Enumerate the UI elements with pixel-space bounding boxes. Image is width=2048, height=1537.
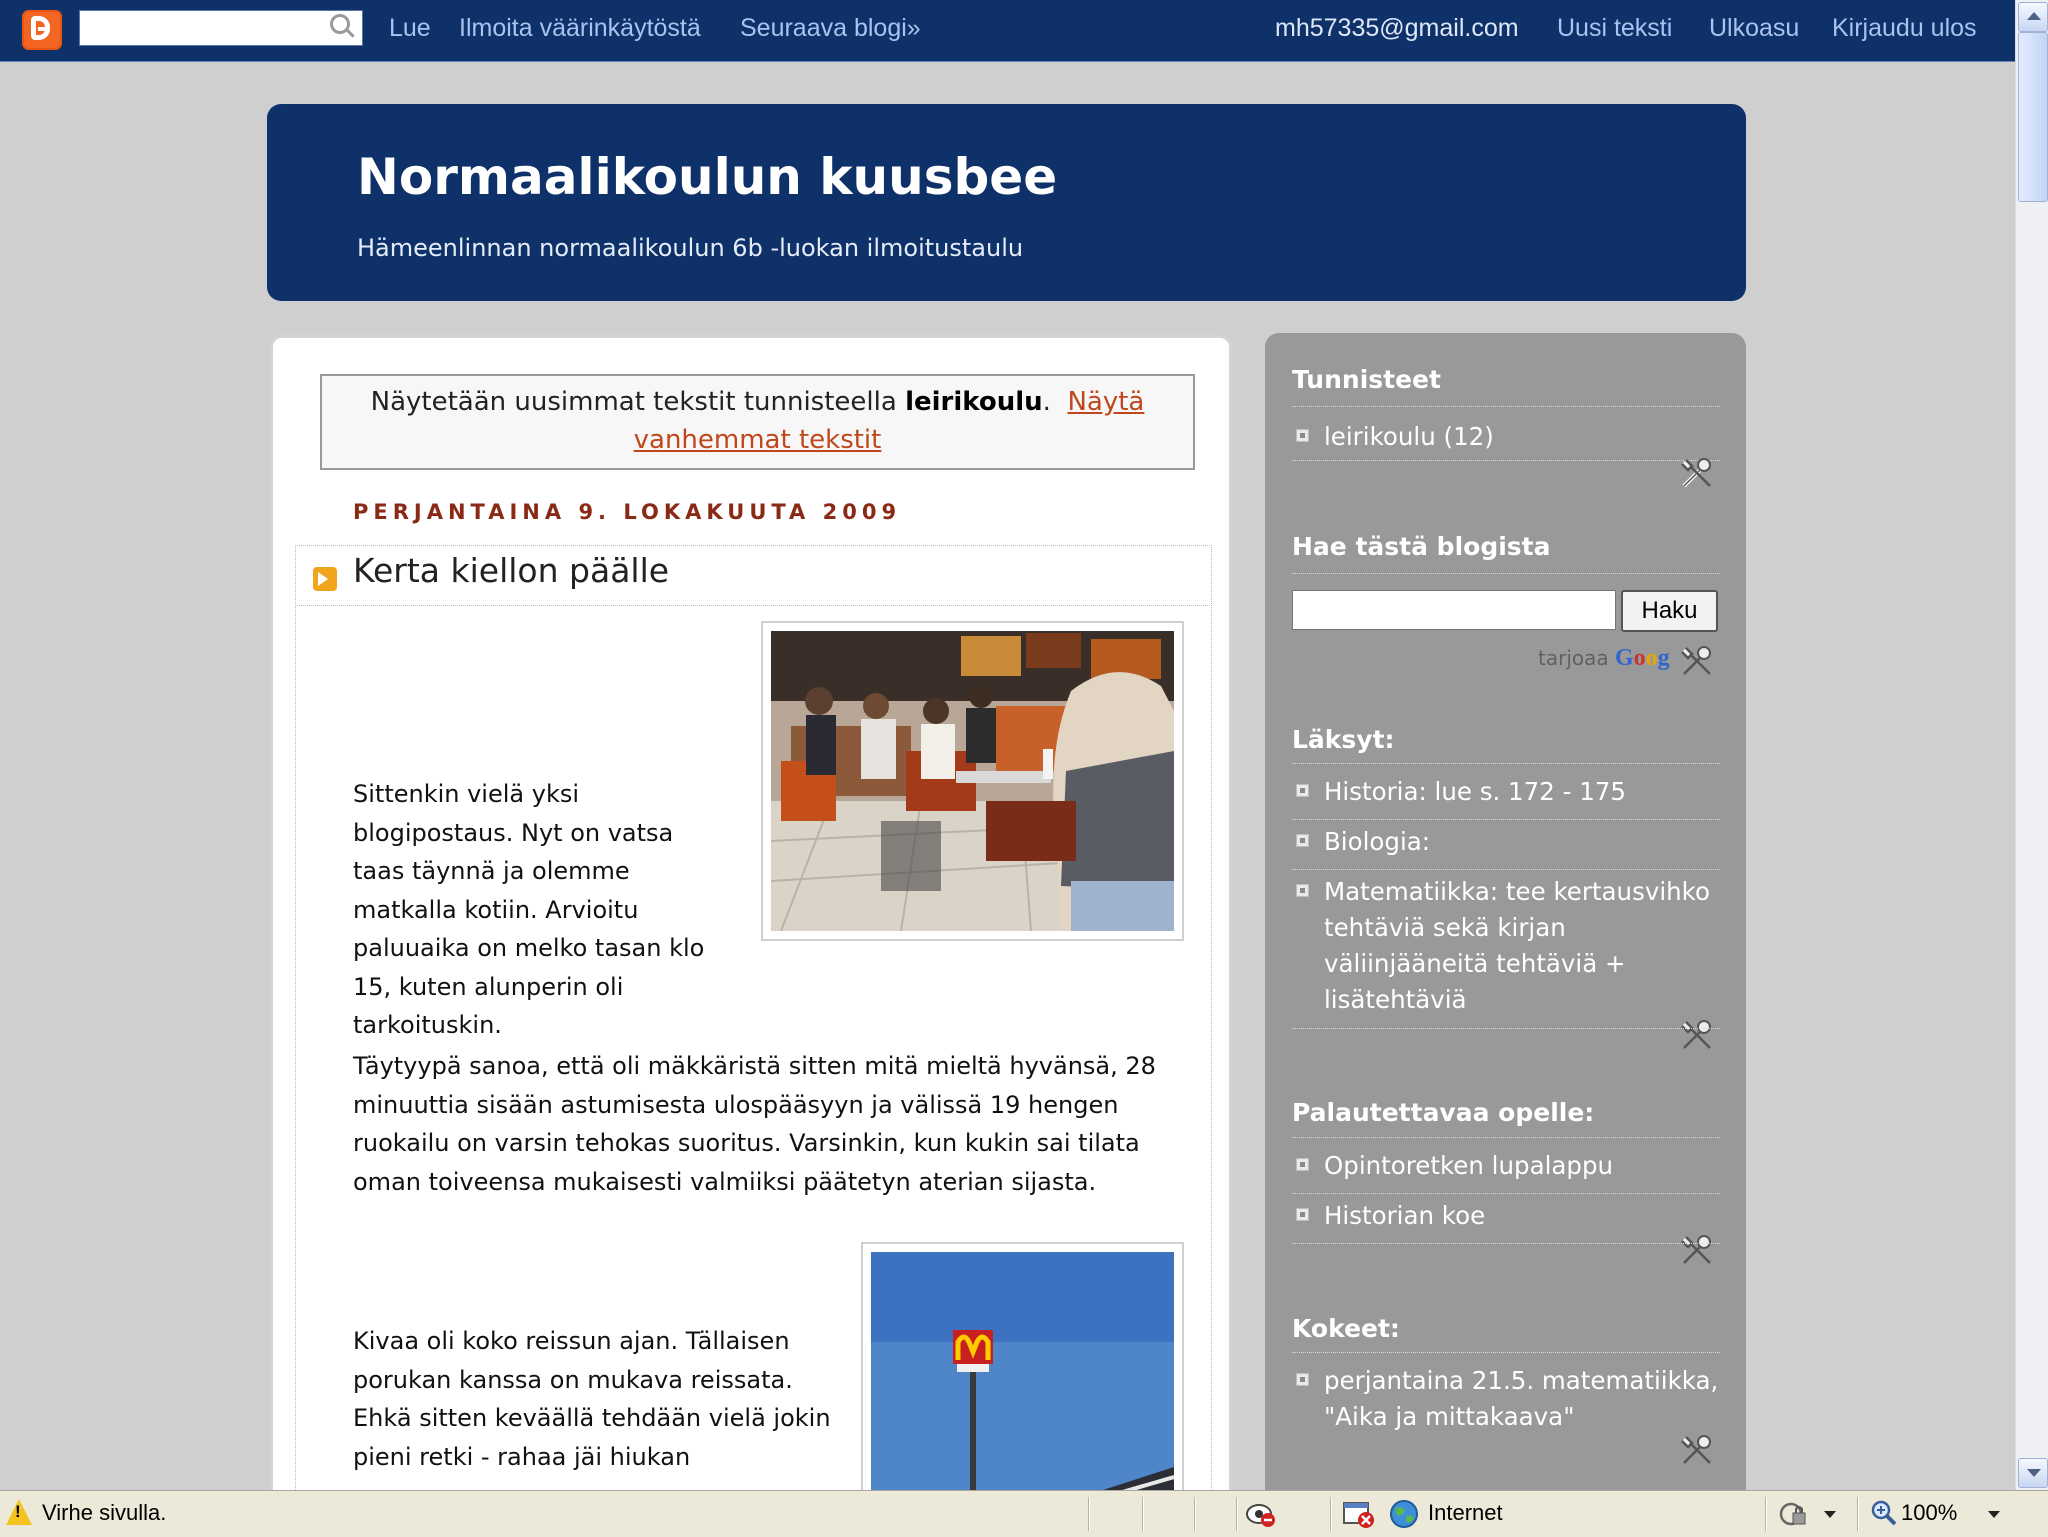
chevron-down-icon[interactable] (1824, 1511, 1836, 1518)
blogger-logo-icon[interactable] (22, 10, 62, 50)
search-icon[interactable] (330, 14, 350, 34)
edit-widget-tools-icon[interactable] (1680, 1018, 1714, 1052)
nav-link-read[interactable]: Lue (389, 14, 431, 42)
widget-divider (1292, 1028, 1720, 1029)
older-posts-link-part1[interactable]: Näytä (1067, 387, 1145, 417)
powered-by-text: tarjoaa (1538, 646, 1609, 670)
navbar-search-input[interactable] (79, 10, 363, 46)
blog-header (267, 104, 1746, 301)
edit-widget-tools-icon[interactable] (1680, 1433, 1714, 1467)
status-suffix: . (1042, 387, 1051, 417)
homework-item-text: Biologia: (1324, 827, 1431, 856)
homework-item-math (1292, 874, 1722, 1018)
widget-divider (1292, 1352, 1720, 1353)
browser-status-bar (0, 1490, 2048, 1537)
post-paragraph-1: Sittenkin vielä yksi blogipostaus. Nyt on vatsa taas täynnä ja olemme matkalla kotiin. Arvioitu paluuaika on melko tasan klo 15, kuten alunperin oli tarkoituskin. (353, 780, 705, 1039)
nav-link-new-post[interactable]: Uusi teksti (1557, 14, 1673, 42)
status-message[interactable]: Virhe sivulla. (42, 1500, 167, 1525)
post-arrow-icon (313, 567, 337, 591)
homework-item-history (1292, 774, 1722, 810)
returns-item-text: Opintoretken lupalappu (1324, 1151, 1614, 1180)
post-title[interactable]: Kerta kiellon päälle (353, 551, 670, 590)
nav-link-sign-out[interactable]: Kirjaudu ulos (1832, 14, 1977, 42)
widget-divider (1292, 573, 1720, 574)
scroll-down-button[interactable] (2018, 1458, 2048, 1488)
bullet-icon (1296, 784, 1309, 797)
security-zone-label: Internet (1428, 1500, 1503, 1525)
edit-widget-tools-icon[interactable] (1680, 456, 1714, 490)
main-column (270, 335, 1232, 1510)
status-divider (1142, 1497, 1143, 1531)
status-divider (1330, 1497, 1331, 1531)
bullet-icon (1296, 1208, 1309, 1221)
widget-divider (1292, 819, 1720, 820)
widget-divider (1292, 1193, 1720, 1194)
returns-item-history-exam (1292, 1198, 1722, 1234)
arrow-up-icon (2027, 12, 2041, 20)
widget-divider (1292, 1243, 1720, 1244)
homework-item-biology (1292, 824, 1722, 860)
widget-title-homework: Läksyt: (1292, 725, 1395, 754)
homework-item-text: Historia: lue s. 172 - 175 (1324, 777, 1627, 806)
status-divider (1857, 1497, 1858, 1531)
edit-widget-tools-icon[interactable] (1680, 644, 1714, 678)
bullet-icon (1296, 429, 1309, 442)
returns-item-text: Historian koe (1324, 1201, 1486, 1230)
restaurant-photo-image (771, 631, 1174, 931)
post-photo-mcdonalds-sign[interactable] (861, 1242, 1184, 1522)
status-divider (1236, 1497, 1237, 1531)
warning-mark: ! (15, 1502, 21, 1521)
blog-search-button[interactable]: Haku (1621, 590, 1718, 632)
user-email: mh57335@gmail.com (1275, 14, 1519, 42)
label-item-text[interactable]: leirikoulu (12) (1324, 422, 1494, 451)
widget-divider (1292, 406, 1720, 407)
chevron-down-icon[interactable] (1988, 1511, 2000, 1518)
nav-link-next-blog[interactable]: Seuraava blogi» (740, 14, 921, 42)
blog-search-input[interactable] (1292, 590, 1616, 630)
label-status-message (320, 374, 1195, 470)
status-divider (1194, 1497, 1195, 1531)
powered-by-google (1538, 645, 1670, 672)
widget-divider (1292, 763, 1720, 764)
mcdonalds-sign-image (871, 1252, 1174, 1522)
scrollbar-thumb[interactable] (2018, 32, 2048, 202)
widget-divider (1292, 460, 1720, 461)
status-divider (1765, 1497, 1766, 1531)
post-paragraph-3: Kivaa oli koko reissun ajan. Tällaisen porukan kanssa on mukava reissata. Ehkä sitten keväällä tehdään vielä jokin pieni retki - rahaa jäi hiukan (353, 1327, 831, 1471)
older-posts-link-part2[interactable]: vanhemmat tekstit (633, 425, 882, 455)
status-label: leirikoulu (905, 387, 1043, 417)
widget-title-labels: Tunnisteet (1292, 365, 1441, 394)
bullet-icon (1296, 1373, 1309, 1386)
blog-title[interactable]: Normaalikoulun kuusbee (357, 148, 1058, 206)
status-prefix: Näytetään uusimmat tekstit tunnisteella (370, 387, 906, 417)
widget-divider (1292, 869, 1720, 870)
widget-title-exams: Kokeet: (1292, 1314, 1400, 1343)
bullet-icon (1296, 834, 1309, 847)
nav-link-report-abuse[interactable]: Ilmoita väärinkäytöstä (459, 14, 701, 42)
zoom-icon[interactable] (1870, 1499, 1898, 1527)
scroll-up-button[interactable] (2018, 2, 2048, 32)
blogger-navbar (0, 0, 2015, 62)
privacy-eye-icon[interactable] (1245, 1499, 1277, 1529)
returns-item-permission-slip (1292, 1148, 1722, 1184)
nav-link-layout[interactable]: Ulkoasu (1709, 14, 1800, 42)
edit-widget-tools-icon[interactable] (1680, 1233, 1714, 1267)
exam-item-text: perjantaina 21.5. matematiikka, "Aika ja mittakaava" (1324, 1366, 1719, 1431)
internet-globe-icon (1389, 1499, 1419, 1529)
bullet-icon (1296, 884, 1309, 897)
vertical-scrollbar[interactable] (2015, 0, 2048, 1490)
widget-title-returns: Palautettavaa opelle: (1292, 1098, 1595, 1127)
widget-title-search: Hae tästä blogista (1292, 532, 1551, 561)
arrow-down-icon (2027, 1469, 2041, 1477)
zoom-level[interactable]: 100% (1901, 1500, 1958, 1525)
sidebar (1265, 333, 1746, 1513)
status-divider (1088, 1497, 1089, 1531)
widget-divider (1292, 1137, 1720, 1138)
homework-item-text: Matematiikka: tee kertausvihko tehtäviä sekä kirjan väliinjääneitä tehtäviä + lisätehtäviä (1324, 877, 1710, 1014)
post-photo-restaurant[interactable] (761, 621, 1184, 941)
bullet-icon (1296, 1158, 1309, 1171)
protected-mode-icon[interactable] (1778, 1500, 1812, 1528)
blog-description: Hämeenlinnan normaalikoulun 6b -luokan ilmoitustaulu (357, 234, 1024, 262)
label-item-leirikoulu[interactable] (1292, 419, 1722, 455)
post-date-header: PERJANTAINA 9. LOKAKUUTA 2009 (353, 500, 902, 524)
popup-blocked-icon[interactable] (1342, 1499, 1376, 1529)
exam-item-math (1292, 1363, 1722, 1435)
google-logo: Goog (1614, 645, 1670, 671)
post-paragraph-2: Täytyypä sanoa, että oli mäkkäristä sitten mitä mieltä hyvänsä, 28 minuuttia sisään astumisesta ulospääsyyn ja välissä 19 hengen ruokailu on varsin tehokas suoritus. Varsinkin, kun kukin sai tilata oman toiveensa mukaisesti valmiiksi päätetyn aterian sijasta. (353, 1052, 1156, 1196)
